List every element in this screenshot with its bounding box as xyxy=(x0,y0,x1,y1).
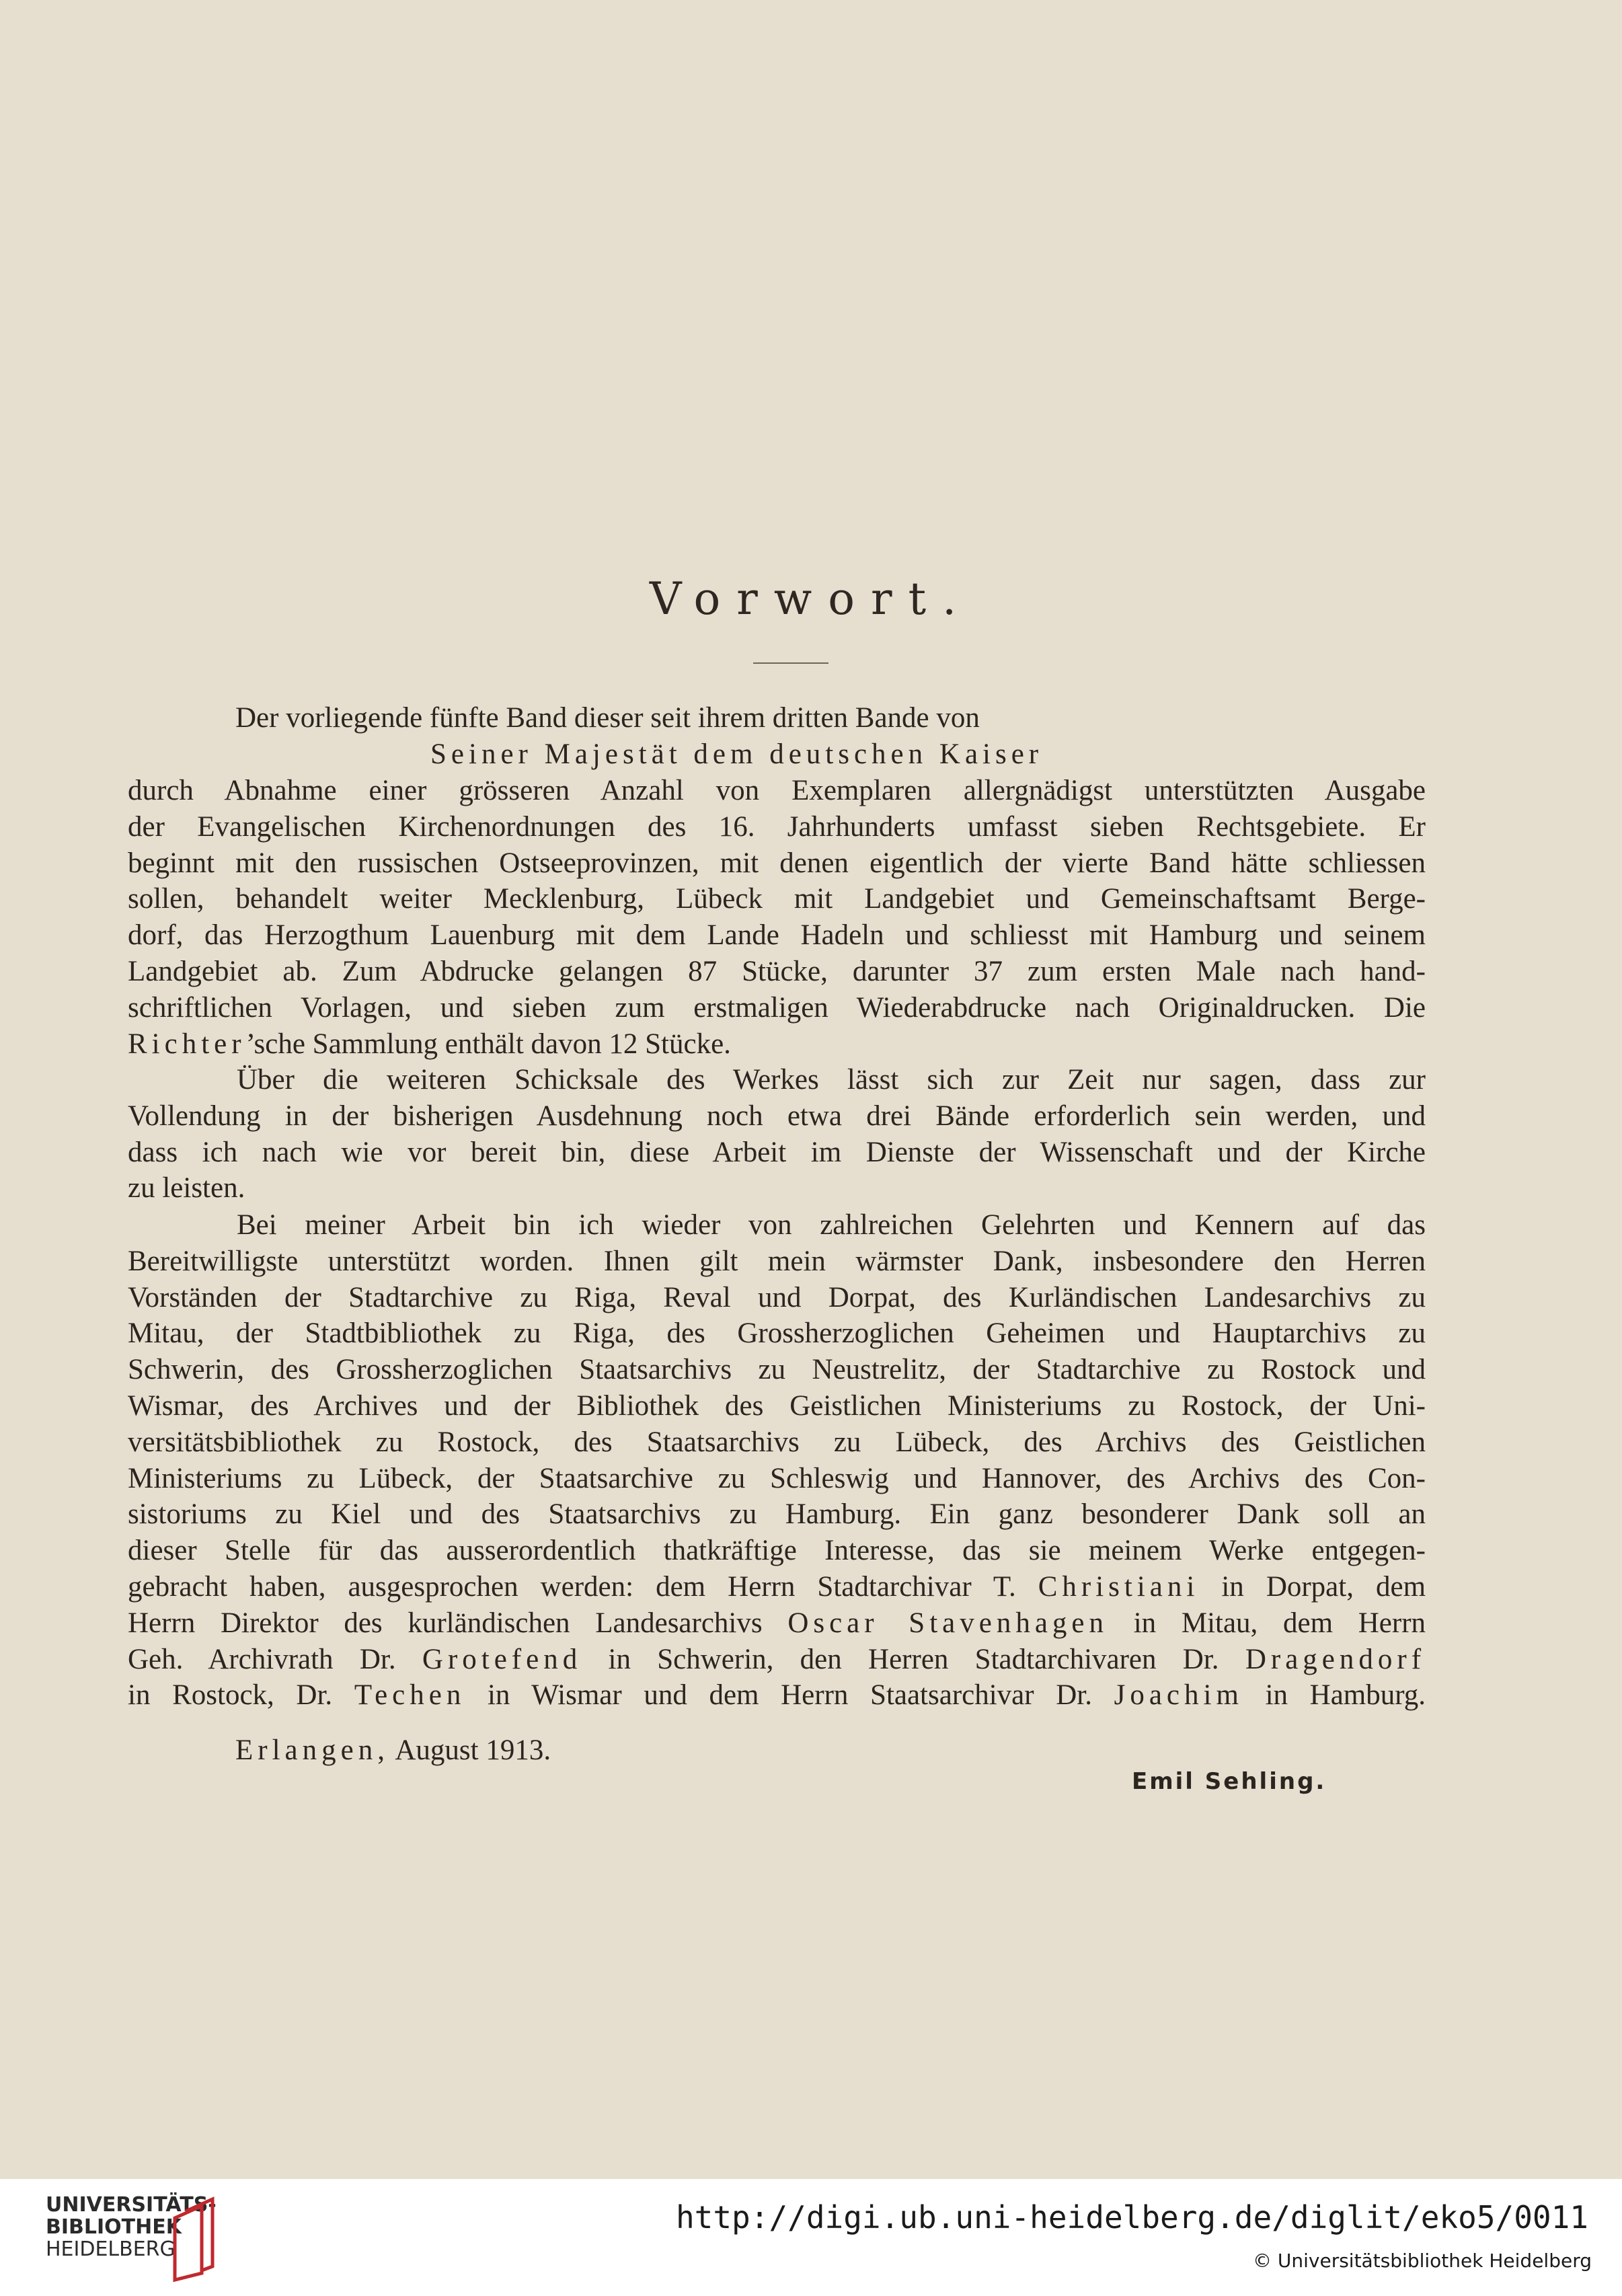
text-line xyxy=(128,1605,1426,1642)
text-fragment: in Schwerin, den Herren Stadtarchivaren Dr. xyxy=(608,1643,1219,1675)
text-fragment: in Mitau, dem Herrn xyxy=(1133,1607,1426,1639)
name-dragendorf: Dragendorf xyxy=(1245,1643,1426,1675)
signature: Emil Sehling. xyxy=(1132,1768,1327,1795)
text-line: Über die weiteren Schicksale des Werkes lässt sich zur Zeit nur sagen, dass zur xyxy=(237,1064,1426,1096)
intro-dedication: Seiner Majestät dem deutschen Kaiser xyxy=(430,738,1044,770)
paragraph-2 xyxy=(128,1062,1426,1207)
text-fragment: Geh. Archivrath Dr. xyxy=(128,1643,396,1675)
text-line: dieser Stelle für das ausserordentlich thatkräftige Interesse, das sie meinem Werke entgegen- xyxy=(128,1535,1426,1567)
text-fragment: in Hamburg. xyxy=(1265,1679,1426,1712)
place-date xyxy=(235,1734,551,1767)
text-line: beginnt mit den russischen Ostseeprovinzen, mit denen eigentlich der vierte Band hätte schliessen xyxy=(128,847,1426,879)
paragraph-3 xyxy=(128,1207,1426,1714)
text-line: dass ich nach wie vor bereit bin, diese Arbeit im Dienste der Wissenschaft und der Kirche xyxy=(128,1136,1426,1168)
logo-book-front xyxy=(175,2206,202,2280)
text-line: Bei meiner Arbeit bin ich wieder von zahlreichen Gelehrten und Kennern auf das xyxy=(237,1209,1426,1241)
text-line: sistoriums zu Kiel und des Staatsarchivs zu Hamburg. Ein ganz besonderer Dank soll an xyxy=(128,1498,1426,1531)
name-techen: Techen xyxy=(354,1679,466,1712)
place: Erlangen, xyxy=(235,1734,389,1766)
name-richter: Richter xyxy=(128,1028,246,1060)
text-fragment: ’sche Sammlung enthält davon 12 Stücke. xyxy=(245,1028,731,1060)
text-line: durch Abnahme einer grösseren Anzahl von Exemplaren allergnädigst unterstützten Ausgabe xyxy=(128,775,1426,806)
name-joachim: Joachim xyxy=(1114,1679,1243,1712)
logo-book-back xyxy=(186,2199,213,2270)
name-grotefend: Grotefend xyxy=(422,1643,582,1675)
text-line: Schwerin, des Grossherzoglichen Staatsarchivs zu Neustrelitz, der Stadtarchive zu Rostock und xyxy=(128,1354,1426,1386)
text-line: Vorständen der Stadtarchive zu Riga, Reval und Dorpat, des Kurländischen Landesarchivs zu xyxy=(128,1281,1426,1313)
text-fragment: in Wismar und dem Herrn Staatsarchivar Dr. xyxy=(487,1679,1092,1712)
copyright-notice: © Universitätsbibliothek Heidelberg xyxy=(1252,2250,1592,2272)
text-line: zu leisten. xyxy=(128,1172,245,1204)
library-logo-icon[interactable] xyxy=(161,2191,229,2285)
name-stavenhagen: Oscar Stavenhagen xyxy=(787,1607,1108,1639)
text-line xyxy=(128,1569,1426,1605)
paragraph-1 xyxy=(128,773,1426,1062)
text-line: Mitau, der Stadtbibliothek zu Riga, des Grossherzoglichen Geheimen und Hauptarchivs zu xyxy=(128,1317,1426,1350)
text-line: sollen, behandelt weiter Mecklenburg, Lübeck mit Landgebiet und Gemeinschaftsamt Berge- xyxy=(128,883,1426,915)
text-line xyxy=(128,1677,1426,1714)
logo-line-2: BIBLIOTHEK xyxy=(46,2215,182,2239)
text-line: Vollendung in der bisherigen Ausdehnung noch etwa drei Bände erforderlich sein werden, und xyxy=(128,1100,1426,1132)
page-title: Vorwort. xyxy=(649,573,973,625)
footer-bar xyxy=(0,2179,1622,2296)
text-line xyxy=(128,1026,1426,1063)
text-line: Ministeriums zu Lübeck, der Staatsarchive zu Schleswig und Hannover, des Archivs des Con- xyxy=(128,1462,1426,1494)
text-fragment: in Dorpat, dem xyxy=(1221,1570,1426,1603)
text-line: Wismar, des Archives und der Bibliothek des Geistlichen Ministeriums zu Rostock, der Uni- xyxy=(128,1389,1426,1422)
date: August 1913. xyxy=(395,1734,551,1766)
intro-line: Der vorliegende fünfte Band dieser seit ihrem dritten Bande von xyxy=(235,702,980,734)
logo-line-3: HEIDELBERG xyxy=(46,2237,176,2261)
text-line: Landgebiet ab. Zum Abdrucke gelangen 87 Stücke, darunter 37 zum ersten Male nach hand- xyxy=(128,955,1426,987)
text-line: dorf, das Herzogthum Lauenburg mit dem Lande Hadeln und schliesst mit Hamburg und seinem xyxy=(128,919,1426,952)
text-fragment: Herrn Direktor des kurländischen Landesarchivs xyxy=(128,1607,763,1639)
name-christiani: Christiani xyxy=(1038,1570,1200,1603)
text-line: schriftlichen Vorlagen, und sieben zum erstmaligen Wiederabdrucke nach Originaldrucken. Die xyxy=(128,991,1426,1024)
text-line: der Evangelischen Kirchenordnungen des 16. Jahrhunderts umfasst sieben Rechtsgebiete. Er xyxy=(128,810,1426,843)
text-fragment: in Rostock, Dr. xyxy=(128,1679,333,1712)
intro-block xyxy=(128,700,1426,773)
title-divider xyxy=(753,662,828,664)
permalink-url[interactable]: http://digi.ub.uni-heidelberg.de/diglit/eko5/0011 xyxy=(675,2199,1588,2235)
text-line xyxy=(128,1642,1426,1678)
text-line: Bereitwilligste unterstützt worden. Ihnen gilt mein wärmster Dank, insbesondere den Herren xyxy=(128,1245,1426,1277)
text-line: versitätsbibliothek zu Rostock, des Staatsarchivs zu Lübeck, des Archivs des Geistlichen xyxy=(128,1426,1426,1458)
logo-line-1: UNIVERSITÄTS- xyxy=(46,2193,217,2217)
text-fragment: gebracht haben, ausgesprochen werden: dem Herrn Stadtarchivar T. xyxy=(128,1570,1016,1603)
